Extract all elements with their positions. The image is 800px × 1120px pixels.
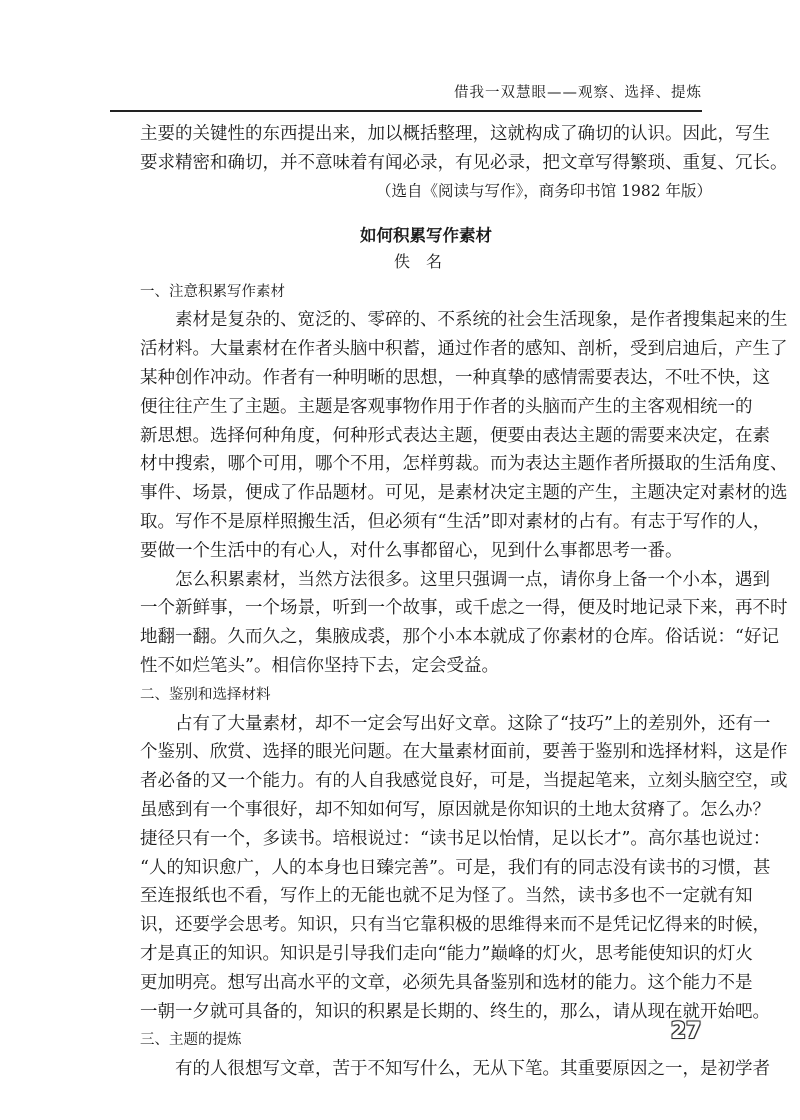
text-line: 一个新鲜事，一个场景，听到一个故事，或千虑之一得，便及时地记录下来，再不时	[140, 598, 788, 619]
page-number-label: 27	[670, 1018, 702, 1044]
text-line: 有的人很想写文章，苦于不知写什么，无从下笔。其重要原因之一，是初学者	[175, 1059, 770, 1080]
text-line: 活材料。大量素材在作者头脑中积蓄，通过作者的感知、剖析，受到启迪后，产生了	[140, 339, 788, 360]
section-heading: 三、主题的提炼	[140, 1032, 242, 1049]
text-line: 要求精密和确切，并不意味着有闻必录，有见必录，把文章写得繁琐、重复、冗长。	[140, 152, 788, 173]
text-line: 素材是复杂的、宽泛的、零碎的、不系统的社会生活现象，是作者搜集起来的生	[175, 310, 788, 331]
text-line: 至连报纸也不看，写作上的无能也就不足为怪了。当然，读书多也不一定就有知	[140, 886, 753, 907]
text-line: 个鉴别、欣赏、选择的眼光问题。在大量素材面前，要善于鉴别和选择材料，这是作	[140, 742, 788, 763]
text-line: 便往往产生了主题。主题是客观事物作用于作者的头脑而产生的主客观相统一的	[140, 396, 753, 417]
text-line: 捷径只有一个，多读书。培根说过：“读书足以怡情，足以长才”。高尔基也说过：	[140, 828, 771, 849]
text-line: 新思想。选择何种角度，何种形式表达主题，便要由表达主题的需要来决定，在素	[140, 425, 770, 446]
text-line: 更加明亮。想写出高水平的文章，必须先具备鉴别和选材的能力。这个能力不是	[140, 972, 753, 993]
text-line: 识，还要学会思考。知识，只有当它靠积极的思维得来而不是凭记忆得来的时候，	[140, 915, 770, 936]
page-body	[140, 120, 788, 1084]
text-line: 要做一个生活中的有心人，对什么事都留心，见到什么事都思考一番。	[140, 540, 683, 561]
text-line: 占有了大量素材，却不一定会写出好文章。这除了“技巧”上的差别外，还有一	[175, 713, 771, 734]
text-line: 才是真正的知识。知识是引导我们走向“能力”巅峰的灯火，思考能使知识的灯火	[140, 943, 753, 964]
text-line: “人的知识愈广，人的本身也日臻完善”。可是，我们有的同志没有读书的习惯，甚	[140, 857, 771, 878]
source-note: （选自《阅读与写作》，商务印书馆 1982 年版）	[375, 181, 712, 200]
text-line: 事件、场景，便成了作品题材。可见，是素材决定主题的产生，主题决定对素材的选	[140, 483, 788, 504]
page-number	[670, 1016, 702, 1046]
text-line: 一朝一夕就可具备的，知识的积累是长期的、终生的，那么，请从现在就开始吧。	[140, 1001, 770, 1022]
text-line: 虽感到有一个事很好，却不知如何写，原因就是你知识的土地太贫瘠了。怎么办？	[140, 799, 770, 820]
text-line: 者必备的又一个能力。有的人自我感觉良好，可是，当提起笔来，立刻头脑空空，或	[140, 771, 788, 792]
running-title: 借我一双慧眼——观察、选择、提炼	[454, 85, 702, 101]
text-line: 主要的关键性的东西提出来，加以概括整理，这就构成了确切的认识。因此，写生	[140, 124, 770, 144]
section-heading: 二、鉴别和选择材料	[140, 686, 271, 703]
article-title: 如何积累写作素材	[360, 225, 492, 245]
text-line: 性不如烂笔头”。相信你坚持下去，定会受益。	[140, 655, 499, 676]
text-line: 材中搜索，哪个可用，哪个不用，怎样剪裁。而为表达主题作者所摄取的生活角度、	[140, 454, 788, 475]
text-line: 地翻一翻。久而久之，集腋成裘，那个小本本就成了你素材的仓库。俗话说：“好记	[140, 627, 779, 648]
text-line: 怎么积累素材，当然方法很多。这里只强调一点，请你身上备一个小本，遇到	[175, 569, 770, 590]
text-line: 某种创作冲动。作者有一种明晰的思想，一种真挚的感情需要表达，不吐不快，这	[140, 367, 770, 388]
section-heading: 一、注意积累写作素材	[140, 283, 285, 300]
article-author: 佚名	[393, 251, 458, 271]
text-line: 取。写作不是原样照搬生活，但必须有“生活”即对素材的占有。有志于写作的人，	[140, 511, 771, 532]
running-header	[110, 80, 702, 112]
